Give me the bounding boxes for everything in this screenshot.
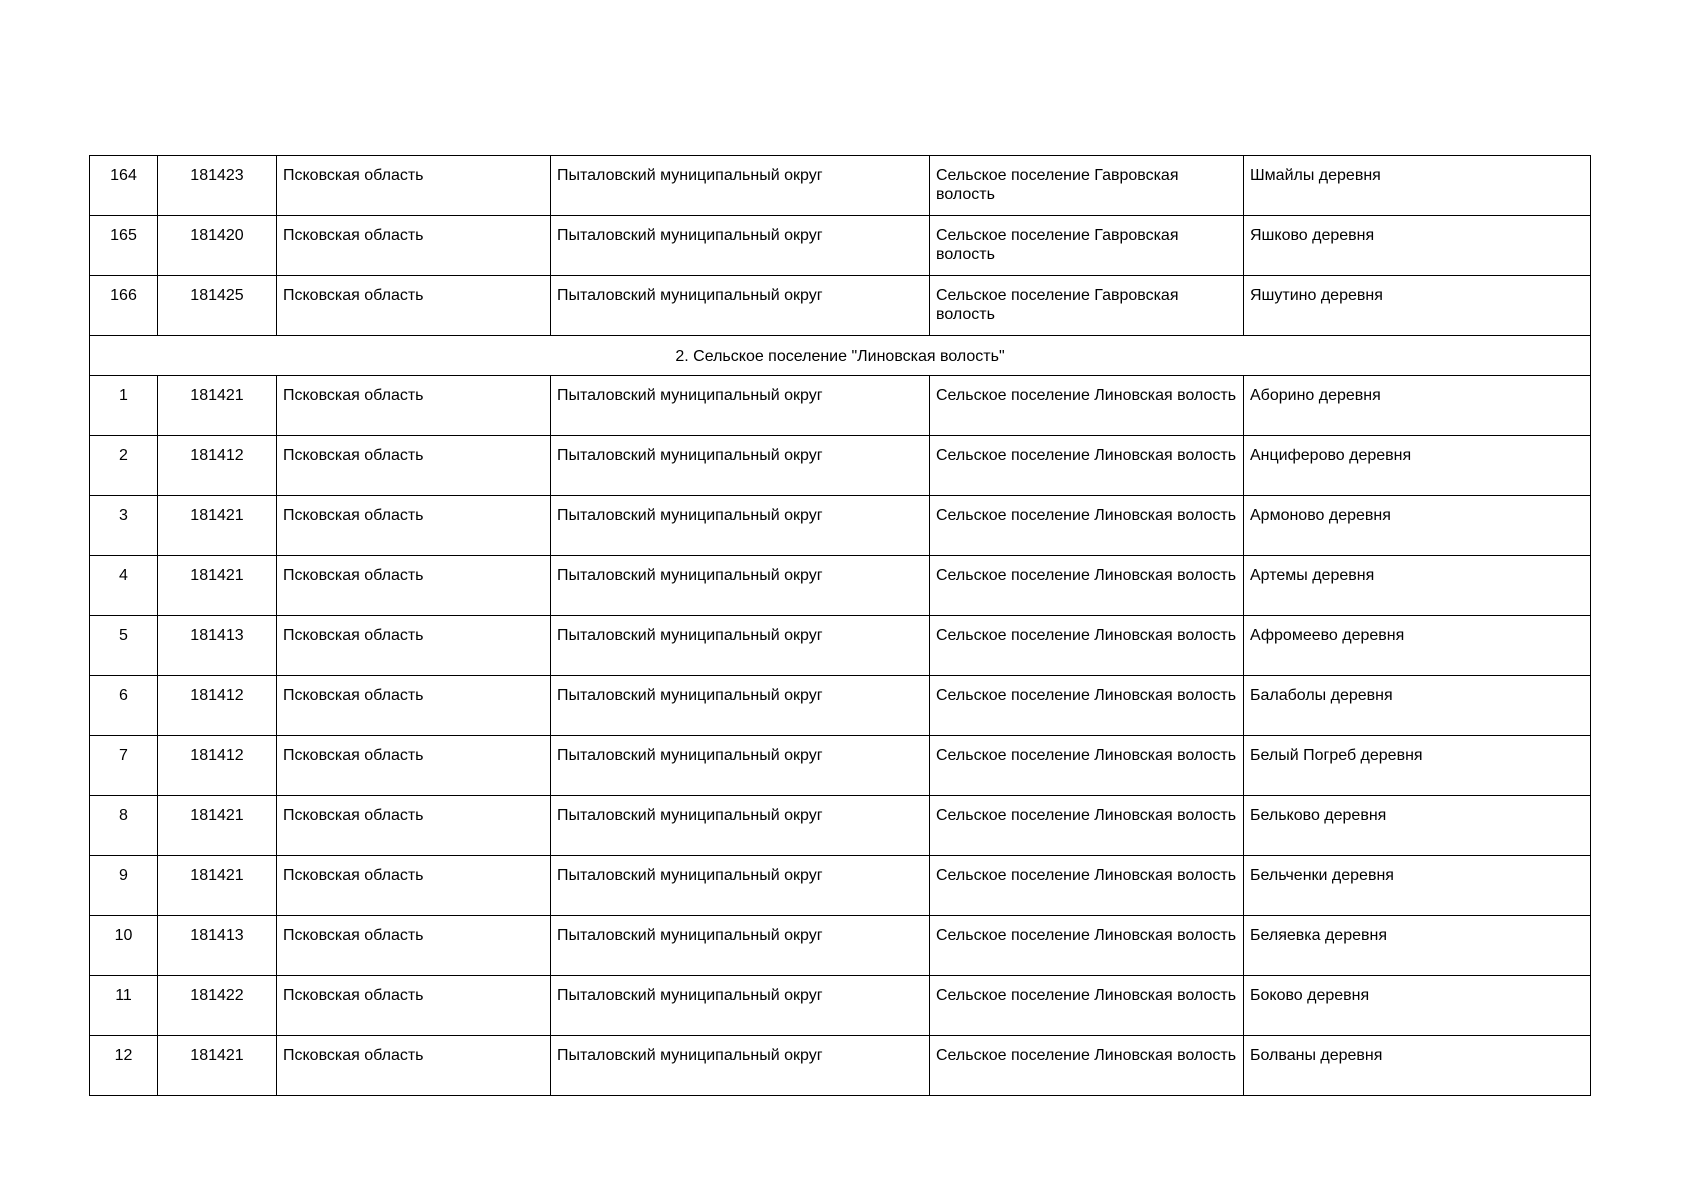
locality-cell: Артемы деревня (1244, 556, 1591, 616)
postal-index-cell: 181412 (158, 736, 277, 796)
region-cell: Псковская область (277, 436, 551, 496)
municipality-cell: Пыталовский муниципальный округ (551, 796, 930, 856)
municipality-cell: Пыталовский муниципальный округ (551, 616, 930, 676)
table-row (90, 436, 1591, 496)
postal-index-cell: 181425 (158, 276, 277, 336)
table-row (90, 376, 1591, 436)
settlement-cell: Сельское поселение Линовская волость (930, 496, 1244, 556)
locality-cell: Боково деревня (1244, 976, 1591, 1036)
table-row (90, 1036, 1591, 1096)
settlement-cell: Сельское поселение Линовская волость (930, 676, 1244, 736)
region-cell: Псковская область (277, 216, 551, 276)
table-row (90, 856, 1591, 916)
region-cell: Псковская область (277, 676, 551, 736)
table-row (90, 556, 1591, 616)
section-header-row (90, 336, 1591, 376)
locality-cell: Белый Погреб деревня (1244, 736, 1591, 796)
municipality-cell: Пыталовский муниципальный округ (551, 276, 930, 336)
region-cell: Псковская область (277, 976, 551, 1036)
postal-index-cell: 181420 (158, 216, 277, 276)
settlement-cell: Сельское поселение Линовская волость (930, 916, 1244, 976)
postal-index-cell: 181422 (158, 976, 277, 1036)
row-number-cell: 166 (90, 276, 158, 336)
locality-cell: Аборино деревня (1244, 376, 1591, 436)
row-number-cell: 10 (90, 916, 158, 976)
registry-table-body (90, 156, 1591, 1096)
region-cell: Псковская область (277, 1036, 551, 1096)
postal-index-cell: 181421 (158, 1036, 277, 1096)
locality-cell: Яшутино деревня (1244, 276, 1591, 336)
municipality-cell: Пыталовский муниципальный округ (551, 1036, 930, 1096)
postal-index-cell: 181412 (158, 436, 277, 496)
row-number-cell: 4 (90, 556, 158, 616)
region-cell: Псковская область (277, 796, 551, 856)
region-cell: Псковская область (277, 736, 551, 796)
postal-index-cell: 181421 (158, 856, 277, 916)
region-cell: Псковская область (277, 376, 551, 436)
settlement-cell: Сельское поселение Линовская волость (930, 1036, 1244, 1096)
region-cell: Псковская область (277, 156, 551, 216)
settlement-cell: Сельское поселение Гавровская волость (930, 156, 1244, 216)
postal-index-cell: 181421 (158, 556, 277, 616)
locality-cell: Шмайлы деревня (1244, 156, 1591, 216)
locality-cell: Балаболы деревня (1244, 676, 1591, 736)
locality-cell: Афромеево деревня (1244, 616, 1591, 676)
row-number-cell: 9 (90, 856, 158, 916)
municipality-cell: Пыталовский муниципальный округ (551, 976, 930, 1036)
row-number-cell: 2 (90, 436, 158, 496)
locality-cell: Яшково деревня (1244, 216, 1591, 276)
municipality-cell: Пыталовский муниципальный округ (551, 676, 930, 736)
table-row (90, 276, 1591, 336)
row-number-cell: 164 (90, 156, 158, 216)
settlement-cell: Сельское поселение Линовская волость (930, 976, 1244, 1036)
region-cell: Псковская область (277, 496, 551, 556)
locality-cell: Армоново деревня (1244, 496, 1591, 556)
region-cell: Псковская область (277, 276, 551, 336)
settlement-cell: Сельское поселение Гавровская волость (930, 276, 1244, 336)
table-row (90, 156, 1591, 216)
table-row (90, 216, 1591, 276)
locality-registry-table (89, 155, 1591, 1096)
table-row (90, 496, 1591, 556)
region-cell: Псковская область (277, 616, 551, 676)
row-number-cell: 6 (90, 676, 158, 736)
table-row (90, 616, 1591, 676)
postal-index-cell: 181421 (158, 376, 277, 436)
row-number-cell: 1 (90, 376, 158, 436)
row-number-cell: 8 (90, 796, 158, 856)
region-cell: Псковская область (277, 556, 551, 616)
municipality-cell: Пыталовский муниципальный округ (551, 156, 930, 216)
municipality-cell: Пыталовский муниципальный округ (551, 916, 930, 976)
municipality-cell: Пыталовский муниципальный округ (551, 856, 930, 916)
row-number-cell: 11 (90, 976, 158, 1036)
region-cell: Псковская область (277, 916, 551, 976)
municipality-cell: Пыталовский муниципальный округ (551, 736, 930, 796)
municipality-cell: Пыталовский муниципальный округ (551, 556, 930, 616)
locality-cell: Болваны деревня (1244, 1036, 1591, 1096)
settlement-cell: Сельское поселение Линовская волость (930, 436, 1244, 496)
table-row (90, 676, 1591, 736)
postal-index-cell: 181413 (158, 916, 277, 976)
settlement-cell: Сельское поселение Линовская волость (930, 856, 1244, 916)
settlement-cell: Сельское поселение Линовская волость (930, 796, 1244, 856)
row-number-cell: 165 (90, 216, 158, 276)
settlement-cell: Сельское поселение Линовская волость (930, 616, 1244, 676)
postal-index-cell: 181413 (158, 616, 277, 676)
municipality-cell: Пыталовский муниципальный округ (551, 436, 930, 496)
postal-index-cell: 181421 (158, 796, 277, 856)
postal-index-cell: 181412 (158, 676, 277, 736)
municipality-cell: Пыталовский муниципальный округ (551, 496, 930, 556)
table-row (90, 736, 1591, 796)
settlement-cell: Сельское поселение Линовская волость (930, 736, 1244, 796)
locality-cell: Бельченки деревня (1244, 856, 1591, 916)
row-number-cell: 5 (90, 616, 158, 676)
settlement-cell: Сельское поселение Линовская волость (930, 556, 1244, 616)
settlement-cell: Сельское поселение Гавровская волость (930, 216, 1244, 276)
table-row (90, 976, 1591, 1036)
postal-index-cell: 181423 (158, 156, 277, 216)
region-cell: Псковская область (277, 856, 551, 916)
section-title: 2. Сельское поселение "Линовская волость" (90, 336, 1591, 376)
municipality-cell: Пыталовский муниципальный округ (551, 376, 930, 436)
locality-cell: Беляевка деревня (1244, 916, 1591, 976)
municipality-cell: Пыталовский муниципальный округ (551, 216, 930, 276)
row-number-cell: 12 (90, 1036, 158, 1096)
row-number-cell: 7 (90, 736, 158, 796)
row-number-cell: 3 (90, 496, 158, 556)
postal-index-cell: 181421 (158, 496, 277, 556)
table-row (90, 796, 1591, 856)
locality-cell: Анциферово деревня (1244, 436, 1591, 496)
locality-cell: Бельково деревня (1244, 796, 1591, 856)
table-row (90, 916, 1591, 976)
settlement-cell: Сельское поселение Линовская волость (930, 376, 1244, 436)
